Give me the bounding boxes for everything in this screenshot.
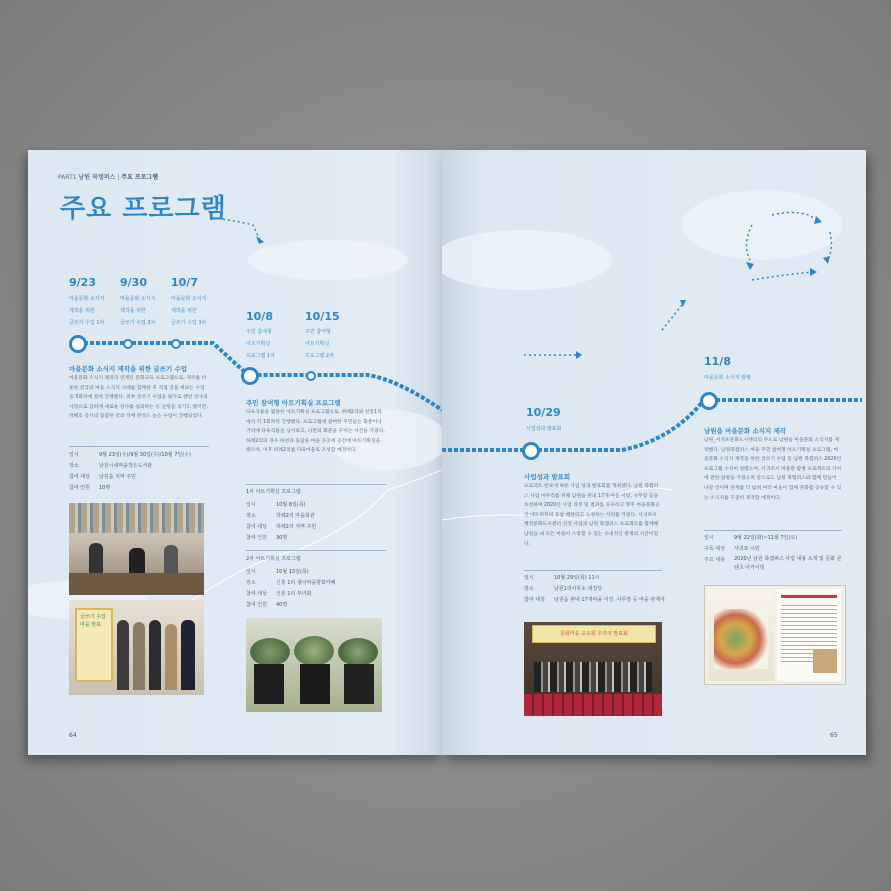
page-number: 64: [69, 732, 77, 739]
cover-illustration: [714, 609, 768, 669]
info-row: 장소 하례2리 마을회관: [246, 513, 315, 519]
succulent-photo: [246, 618, 382, 712]
group-title: 2차 아트기획실 프로그램: [246, 556, 301, 562]
section-heading: 주민 참여형 아트기획실 프로그램: [246, 399, 341, 407]
info-row: 장소 남원시새마을작은도서관: [69, 463, 153, 469]
succulent-plant: [294, 636, 334, 666]
group-title: 1차 아트기획실 프로그램: [246, 489, 301, 495]
sign-board: [75, 608, 113, 682]
divider: [524, 570, 662, 571]
newsletter-page: [777, 589, 841, 681]
info-row: 구독 대상 서귀포 시민: [704, 546, 760, 552]
info-table: [524, 573, 669, 606]
header-subsection: 주요 프로그램: [121, 174, 159, 181]
section-body: 마을문화 소식지 제작과 연계된 문화교육 프로그램으로, 제주를 비롯한 전국의 마을 소식지 사례를 함께한 후 직접 글을 써보는 수업을 3회차에 걸쳐 진행했다. 외부 글쓰기 수업을 필기로 했던 강사의 사정으로 급하게 새로운 강사를 섭외하는 등 난항을 겪기도 했지만, 박혜호 강사의 꼼꼼한 강의 덕에 완성도 높은 수업이 진행되었다.: [69, 376, 208, 420]
banner: [532, 625, 656, 643]
info-row: 일시 9월 23일(수)/9월 30일(수)/10월 7일(수): [69, 452, 191, 458]
info-row: 참여 인원 10명: [69, 485, 111, 491]
newsletter-photo: [704, 585, 846, 685]
timeline-minor-node: [123, 339, 133, 349]
timeline-date: 10/29: [526, 406, 561, 419]
succulent-plant: [338, 638, 378, 666]
left-page: [28, 150, 442, 755]
info-row: 참여 대상 남원읍 관내 17개마을 이장, 사무장 등 마을 관계자: [524, 597, 665, 603]
page-number: 65: [830, 732, 838, 739]
group-people: [534, 662, 652, 692]
timeline-node: [69, 335, 87, 353]
timeline-event: 사업성과 발표회: [526, 426, 562, 432]
page-title: 주요 프로그램: [60, 194, 227, 224]
info-row: 참여 인원 30명: [246, 535, 288, 541]
info-table: [246, 567, 396, 611]
page-heading-bar: [781, 595, 837, 598]
header-part: PART1: [58, 174, 77, 181]
timeline-node: [241, 367, 259, 385]
info-row: 장소 신흥 1리 생이마을향회카페: [246, 580, 336, 586]
sign-text: 글쓰기 수업 마을 발표: [80, 614, 106, 628]
bookshelf: [69, 503, 204, 533]
timeline-event: 주민 참여형 아트기획실 프로그램 2차: [305, 329, 334, 359]
timeline-event: 마을문화 소식지 발행: [704, 375, 751, 381]
presentation-photo: [524, 622, 662, 716]
section-body: 프로젝트 완료에 따른 사업 성과 발표회를 개최했다. 남원 북캠퍼스 사업 마무리를 위해 남원읍 관내 17개 마을 이장, 사무장 등을 초청하여 2020년 사업 과정 및 결과를 공유하고 향후 마을문화공간 네트워킹의 동참 해달라고 요청하는 자리를 가졌다. 서귀포시 행정문화도시센터 선정 사업과 남원 북캠퍼스 프로젝트를 함께해 남원읍 내 모든 마을이 소통할 수 있는 유대적인 관계의 시간이었다.: [524, 484, 660, 547]
section-body: 남원_서귀포문화도시센터의 주도로 남원읍 마을문화 소식지를 제작했다. 남원북캠퍼스 마을 주민 참여형 아트기획실 프로그램, 마을문화 소식지 제작을 위한 글쓰기 수업 등 남원 북캠퍼스 2020년 프로그램 소식이 실렸으며, 서귀포시 박물관 탐방 프로젝트의 가치에 관한 탐방을 가졌으며 앞으로도 남원 북캠퍼스와 함께 만들어 나갈 것이며 관계를 더 넓혀 여러 마을이 함께 문화를 공유할 수 있는 소식지를 꾸준히 제작할 예정이다.: [704, 438, 842, 501]
divider: [69, 446, 209, 447]
info-row: 참여 인원 40명: [246, 602, 288, 608]
succulent-plant: [250, 638, 290, 666]
timeline-date: 11/8: [704, 355, 731, 368]
section-heading: 남원읍 마을문화 소식지 제작: [704, 427, 787, 435]
timeline-date: 10/15: [305, 310, 340, 323]
timeline-minor-node: [306, 371, 316, 381]
divider: [246, 550, 386, 551]
running-header: PART1 남원 북캠퍼스 | 주요 프로그램: [58, 174, 159, 181]
info-table: [704, 533, 849, 573]
info-table: [246, 500, 396, 544]
info-table: [69, 450, 219, 494]
timeline-event: 주민 참여형 아트기획실 프로그램 1차: [246, 329, 275, 359]
plant-pot: [254, 664, 284, 704]
info-row: 참여 대상 하례2리 지역 주민: [246, 524, 317, 530]
section-heading: 마을문화 소식지 제작을 위한 글쓰기 수업: [69, 365, 188, 373]
section-body: 다육식물을 활용한 아트기획실 프로그램으로, 하례2리와 신흥1리에서 각 1회차씩 진행했다. 프로그램에 참여한 주민들은 화분이나 거리에 다육식물을 심어보고, 나만의 화분을 꾸미는 시간을 가졌다. 하례2리의 경우 하천과 돌담을 마을 곳곳에 공간에 아트기획실을 했으며, 이후 하례2리를 다육마을로 조성할 예정이다.: [246, 410, 385, 454]
timeline-date: 9/23: [69, 276, 96, 289]
right-page: [442, 150, 866, 755]
divider: [704, 530, 842, 531]
divider: [246, 484, 386, 485]
info-row: 일시 10월 15일(목): [246, 569, 309, 575]
plant-pot: [344, 664, 374, 704]
group-photo: [69, 600, 204, 695]
section-heading: 사업성과 발표회: [524, 473, 571, 481]
info-row: 참여 대상 남원읍 지역 주민: [69, 474, 136, 480]
person: [165, 624, 177, 690]
person: [117, 620, 129, 690]
banner-text: 문화마을 교육회 우리의 발표회: [560, 631, 628, 637]
timeline-date: 9/30: [120, 276, 147, 289]
info-row: 참여 대상 신흥 1리 부녀회: [246, 591, 312, 597]
header-section: 남원 북캠퍼스: [78, 174, 116, 181]
info-row: 주요 내용 2020년 남원 북캠퍼스 사업 내용 소개 및 문화 콘텐츠 아카이빙: [704, 556, 842, 571]
timeline-event: 마을문화 소식지 제작을 위한 글쓰기 수업 1차: [69, 296, 105, 326]
auditorium-seats: [524, 694, 662, 716]
info-row: 일시 10월 29일(목) 11시: [524, 575, 600, 581]
person: [181, 620, 195, 690]
person: [133, 622, 145, 690]
plant-pot: [300, 664, 330, 704]
page-image: [813, 649, 837, 673]
person: [149, 620, 161, 690]
classroom-photo: [69, 503, 204, 595]
timeline-minor-node: [171, 339, 181, 349]
table: [69, 573, 204, 595]
info-row: 일시 9월 22일(화)~11월 7일(토): [704, 535, 798, 541]
newsletter-cover: [708, 589, 774, 681]
timeline-event: 마을문화 소식지 제작을 위한 글쓰기 수업 3차: [171, 296, 207, 326]
timeline-event: 마을문화 소식지 제작을 위한 글쓰기 수업 2차: [120, 296, 156, 326]
timeline-node: [522, 442, 540, 460]
timeline-date: 10/8: [246, 310, 273, 323]
info-row: 일시 10월 8일(목): [246, 502, 306, 508]
timeline-node: [700, 392, 718, 410]
info-row: 장소 남원1리사무소 대강당: [524, 586, 603, 592]
timeline-date: 10/7: [171, 276, 198, 289]
